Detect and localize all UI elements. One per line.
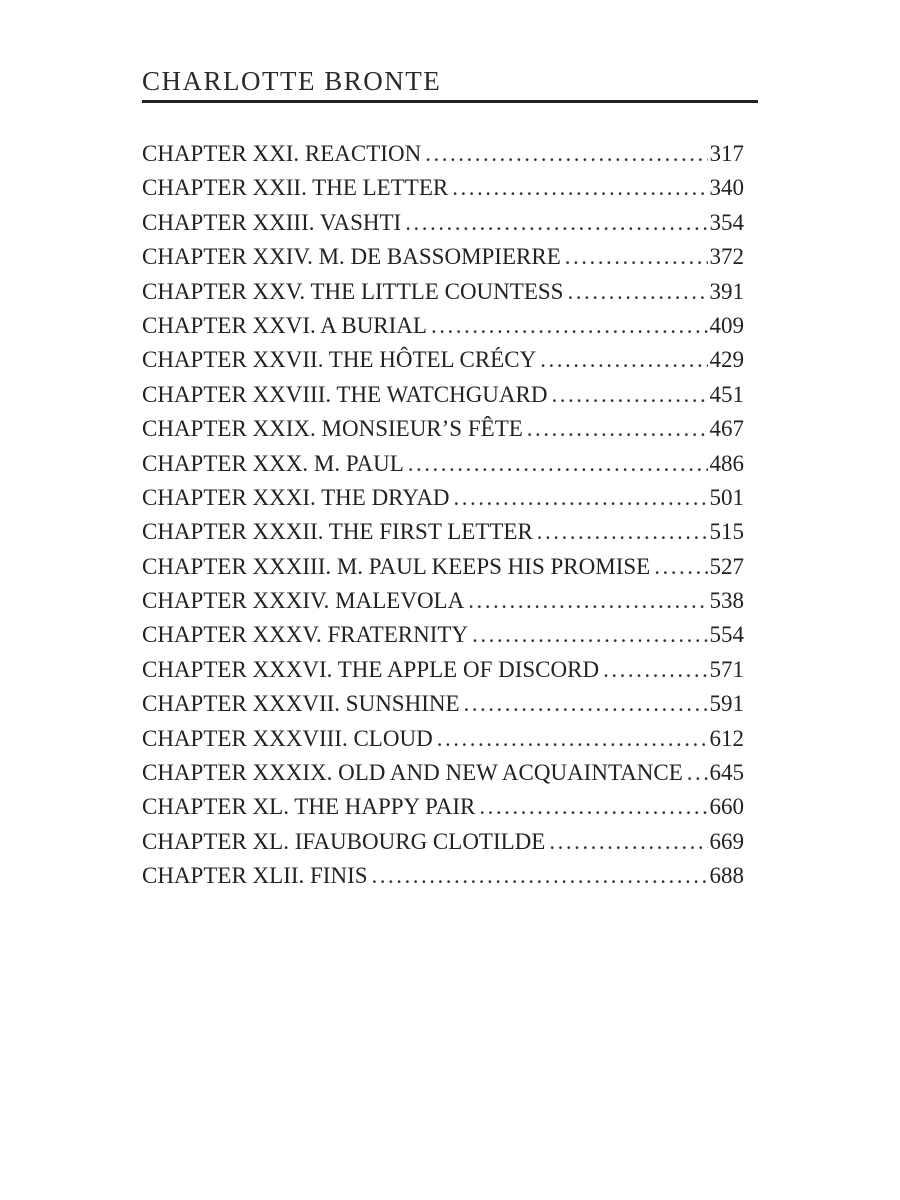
toc-entry-title: CHAPTER XXXV. FRATERNITY <box>142 622 469 648</box>
toc-entry-title: CHAPTER XXXIII. M. PAUL KEEPS HIS PROMISE <box>142 553 651 579</box>
toc-dot-leader <box>479 790 707 824</box>
toc-entry <box>142 790 744 824</box>
toc-entry-page: 467 <box>709 416 744 442</box>
toc-dot-leader <box>468 584 707 618</box>
toc-entry <box>142 343 744 377</box>
toc-entry <box>142 240 744 274</box>
toc-dot-leader <box>603 653 707 687</box>
toc-entry-title: CHAPTER XXXI. THE DRYAD <box>142 484 450 510</box>
toc-entry-page: 409 <box>709 312 744 338</box>
toc-dot-leader <box>654 550 707 584</box>
toc-entry-page: 340 <box>709 175 744 201</box>
toc-entry-page: 451 <box>709 381 744 407</box>
toc-entry-title: CHAPTER XXIII. VASHTI <box>142 209 402 235</box>
toc-entry-title: CHAPTER XXIV. M. DE BASSOMPIERRE <box>142 244 561 270</box>
toc-entry-title: CHAPTER XL. IFAUBOURG CLOTILDE <box>142 828 546 854</box>
toc-entry <box>142 447 744 481</box>
toc-entry <box>142 412 744 446</box>
toc-entry-page: 538 <box>709 588 744 614</box>
toc-entry-page: 501 <box>709 484 744 510</box>
toc-entry <box>142 550 744 584</box>
toc-entry-page: 354 <box>709 209 744 235</box>
toc-entry-title: CHAPTER XXI. REACTION <box>142 141 422 166</box>
toc-dot-leader <box>551 378 707 412</box>
toc-entry-title: CHAPTER XXXIV. MALEVOLA <box>142 588 465 614</box>
toc-dot-leader <box>454 481 708 515</box>
toc-dot-leader <box>565 240 708 274</box>
toc-dot-leader <box>472 618 707 652</box>
toc-entry <box>142 378 744 412</box>
header-rule <box>142 100 758 103</box>
toc-entry-title: CHAPTER XXIX. MONSIEUR’S FÊTE <box>142 416 523 442</box>
toc-entry-title: CHAPTER XL. THE HAPPY PAIR <box>142 794 476 820</box>
toc-entry <box>142 756 744 790</box>
toc-dot-leader <box>464 687 708 721</box>
toc-entry-page: 688 <box>709 863 744 889</box>
toc-entry-title: CHAPTER XXII. THE LETTER <box>142 175 449 201</box>
toc-entry-title: CHAPTER XXXII. THE FIRST LETTER <box>142 519 533 545</box>
toc-entry-page: 486 <box>709 450 744 476</box>
toc-dot-leader <box>540 343 707 377</box>
toc-entry-title: CHAPTER XXXIX. OLD AND NEW ACQUAINTANCE <box>142 760 683 786</box>
toc-dot-leader <box>372 859 708 893</box>
toc-entry <box>142 722 744 756</box>
toc-entry-page: 612 <box>709 725 744 751</box>
toc-entry-title: CHAPTER XLII. FINIS <box>142 863 368 889</box>
toc-entry-page: 527 <box>709 553 744 579</box>
toc-dot-leader <box>405 206 707 240</box>
toc-dot-leader <box>408 447 708 481</box>
toc-dot-leader <box>687 756 708 790</box>
page-content <box>142 62 758 889</box>
toc-dot-leader <box>549 825 707 859</box>
toc-entry-title: CHAPTER XXVIII. THE WATCHGUARD <box>142 381 548 407</box>
toc-entry-page: 554 <box>709 622 744 648</box>
toc-entry-page: 669 <box>709 828 744 854</box>
toc-entry-page: 317 <box>709 141 744 166</box>
toc-entry-title: CHAPTER XXXVI. THE APPLE OF DISCORD <box>142 656 600 682</box>
toc-entry <box>142 687 744 721</box>
toc-dot-leader <box>425 137 707 171</box>
toc-entry <box>142 171 744 205</box>
toc-entry <box>142 481 744 515</box>
toc-entry <box>142 137 744 171</box>
toc-dot-leader <box>527 412 708 446</box>
toc-dot-leader <box>567 275 707 309</box>
toc-entry <box>142 859 744 893</box>
toc-entry <box>142 515 744 549</box>
toc-entry-title: CHAPTER XXVII. THE HÔTEL CRÉCY <box>142 347 537 373</box>
toc-dot-leader <box>431 309 708 343</box>
toc-entry <box>142 825 744 859</box>
toc-entry <box>142 309 744 343</box>
toc-entry-title: CHAPTER XXVI. A BURIAL <box>142 312 427 338</box>
toc-entry <box>142 275 744 309</box>
toc-entry-page: 515 <box>709 519 744 545</box>
toc-entry-title: CHAPTER XXXVII. SUNSHINE <box>142 691 460 717</box>
toc-dot-leader <box>537 515 708 549</box>
toc-entry-title: CHAPTER XXV. THE LITTLE COUNTESS <box>142 278 564 304</box>
toc-entry <box>142 584 744 618</box>
toc-entry <box>142 653 744 687</box>
toc-entry-title: CHAPTER XXX. M. PAUL <box>142 450 404 476</box>
toc-entry <box>142 618 744 652</box>
toc-entry-page: 372 <box>709 244 744 270</box>
toc-entry-page: 591 <box>709 691 744 717</box>
toc-entry-page: 429 <box>709 347 744 373</box>
toc-entry-page: 391 <box>709 278 744 304</box>
running-head: CHARLOTTE BRONTE <box>142 66 442 96</box>
table-of-contents <box>142 137 744 894</box>
toc-entry-page: 645 <box>709 760 744 786</box>
toc-entry <box>142 206 744 240</box>
toc-dot-leader <box>452 171 707 205</box>
toc-entry-title: CHAPTER XXXVIII. CLOUD <box>142 725 433 751</box>
toc-entry-page: 660 <box>709 794 744 820</box>
toc-entry-page: 571 <box>709 656 744 682</box>
toc-dot-leader <box>437 722 708 756</box>
